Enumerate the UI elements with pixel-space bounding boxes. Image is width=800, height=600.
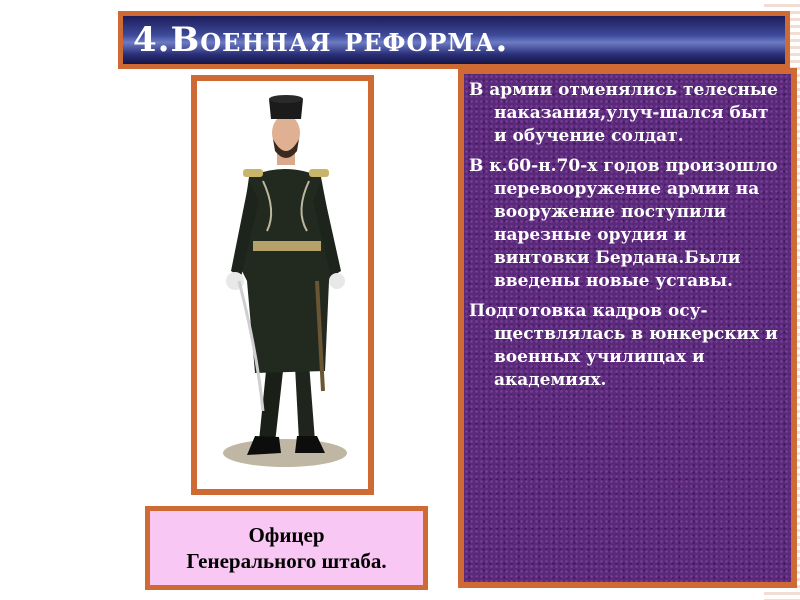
caption-line-1: Офицер bbox=[248, 523, 325, 547]
paragraph-2: В к.60-н.70-х годов произошло перевооружение армии на вооружение поступили нарезные орудия и винтовки Бердана.Были введены новые уставы. bbox=[469, 156, 778, 291]
caption-line-2: Генерального штаба. bbox=[186, 549, 387, 573]
paragraph-1: В армии отменялись телесные наказания,улуч-шался быт и обучение солдат. bbox=[469, 80, 778, 146]
portrait-frame bbox=[191, 75, 374, 495]
reform-text-panel bbox=[458, 68, 797, 588]
title-bar bbox=[118, 11, 790, 69]
slide-title: 4.Военная реформа. bbox=[133, 20, 509, 60]
officer-portrait-image bbox=[197, 81, 368, 489]
paragraph-3: Подготовка кадров осу-ществлялась в юнкерских и военных училищах и академиях. bbox=[469, 301, 778, 390]
portrait-caption bbox=[145, 506, 428, 590]
